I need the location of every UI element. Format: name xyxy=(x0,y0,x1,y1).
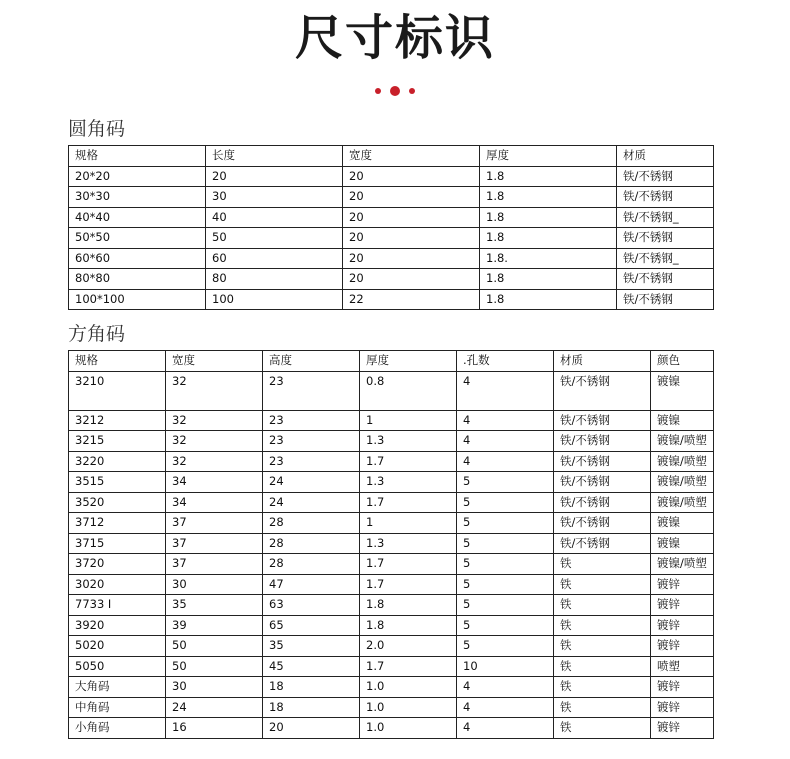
table-cell: 60*60 xyxy=(69,248,206,269)
table-cell: 100 xyxy=(206,289,343,310)
table-cell: 30*30 xyxy=(69,187,206,208)
table-cell: 0.8 xyxy=(360,371,457,410)
header-cell: 规格 xyxy=(69,351,166,372)
table-cell: 32 xyxy=(166,431,263,452)
table-cell: 10 xyxy=(457,656,554,677)
table-cell: 1.8 xyxy=(360,595,457,616)
table-cell: 50 xyxy=(166,656,263,677)
table-cell: 1.8 xyxy=(480,228,617,249)
table-cell: 100*100 xyxy=(69,289,206,310)
table-cell: 铁/不锈钢 xyxy=(554,492,651,513)
table-cell: 28 xyxy=(263,554,360,575)
table-cell: 3210 xyxy=(69,371,166,410)
table-cell: 3212 xyxy=(69,410,166,431)
table-cell: 铁 xyxy=(554,677,651,698)
table-cell: 铁 xyxy=(554,697,651,718)
table-right-crop xyxy=(714,340,790,759)
header-cell: 厚度 xyxy=(360,351,457,372)
table-row xyxy=(69,207,714,228)
table-header-row xyxy=(69,146,714,167)
table-cell: 4 xyxy=(457,697,554,718)
table-cell: 3515 xyxy=(69,472,166,493)
table-row xyxy=(69,636,714,657)
table-row xyxy=(69,615,714,636)
table-cell: 铁 xyxy=(554,574,651,595)
table-cell: 28 xyxy=(263,513,360,534)
table-cell: 镀镍/喷塑 xyxy=(651,492,714,513)
round-table-body xyxy=(69,146,714,310)
table-cell: 铁/不锈钢 xyxy=(617,228,714,249)
table-cell: 3920 xyxy=(69,615,166,636)
table-cell: 47 xyxy=(263,574,360,595)
table-cell: 1 xyxy=(360,513,457,534)
table-row xyxy=(69,718,714,739)
table-cell: 铁/不锈钢 xyxy=(554,472,651,493)
round-section-heading: 圆角码 xyxy=(68,118,126,140)
header-cell: 材质 xyxy=(617,146,714,167)
table-cell: 铁/不锈钢_ xyxy=(617,248,714,269)
table-row xyxy=(69,371,714,410)
table-cell: 铁/不锈钢 xyxy=(554,513,651,534)
table-cell: 1.8 xyxy=(480,207,617,228)
table-cell: 5 xyxy=(457,574,554,595)
table-row xyxy=(69,431,714,452)
table-cell: 铁 xyxy=(554,636,651,657)
table-cell: 镀镍 xyxy=(651,371,714,410)
table-cell: 1.8 xyxy=(480,269,617,290)
table-cell: 80*80 xyxy=(69,269,206,290)
table-cell: 镀锌 xyxy=(651,636,714,657)
table-cell: 20 xyxy=(343,228,480,249)
table-cell: 34 xyxy=(166,492,263,513)
square-corner-table xyxy=(68,350,714,739)
table-cell: 20 xyxy=(263,718,360,739)
table-cell: 5 xyxy=(457,595,554,616)
table-cell: 镀锌 xyxy=(651,697,714,718)
table-row xyxy=(69,410,714,431)
page-title: 尺寸标识 xyxy=(294,10,495,66)
table-cell: 铁/不锈钢 xyxy=(554,451,651,472)
table-cell: 3220 xyxy=(69,451,166,472)
table-cell: 镀镍/喷塑 xyxy=(651,451,714,472)
table-row xyxy=(69,451,714,472)
table-cell: 铁/不锈钢 xyxy=(554,533,651,554)
table-cell: 1.0 xyxy=(360,697,457,718)
table-cell: 39 xyxy=(166,615,263,636)
table-row xyxy=(69,574,714,595)
table-cell: 1.8 xyxy=(360,615,457,636)
table-cell: 镀镍/喷塑 xyxy=(651,554,714,575)
table-cell: 5020 xyxy=(69,636,166,657)
table-cell: 铁 xyxy=(554,615,651,636)
table-cell: 3215 xyxy=(69,431,166,452)
table-cell: 镀锌 xyxy=(651,718,714,739)
table-cell: 23 xyxy=(263,371,360,410)
table-cell: 3520 xyxy=(69,492,166,513)
table-cell: 35 xyxy=(263,636,360,657)
table-cell: 1.3 xyxy=(360,533,457,554)
table-cell: 50*50 xyxy=(69,228,206,249)
table-cell: 18 xyxy=(263,697,360,718)
table-cell: 4 xyxy=(457,718,554,739)
table-cell: 4 xyxy=(457,677,554,698)
table-cell: 铁 xyxy=(554,656,651,677)
table-cell: 20 xyxy=(206,166,343,187)
table-cell: 20 xyxy=(343,207,480,228)
table-cell: 1.7 xyxy=(360,656,457,677)
table-cell: 铁/不锈钢_ xyxy=(617,207,714,228)
table-cell: 铁/不锈钢 xyxy=(554,371,651,410)
table-cell: 镀镍 xyxy=(651,533,714,554)
table-cell: 4 xyxy=(457,451,554,472)
table-cell: 20 xyxy=(343,248,480,269)
table-row xyxy=(69,533,714,554)
table-cell: 1.7 xyxy=(360,574,457,595)
table-cell: 16 xyxy=(166,718,263,739)
table-cell: 35 xyxy=(166,595,263,616)
table-cell: 30 xyxy=(166,677,263,698)
table-cell: 45 xyxy=(263,656,360,677)
table-cell: 镀镍/喷塑 xyxy=(651,472,714,493)
table-cell: 镀镍/喷塑 xyxy=(651,431,714,452)
table-cell: 3715 xyxy=(69,533,166,554)
table-cell: 1.8 xyxy=(480,187,617,208)
table-cell: 1.3 xyxy=(360,431,457,452)
table-cell: 1.8 xyxy=(480,289,617,310)
table-row xyxy=(69,472,714,493)
table-cell: 镀锌 xyxy=(651,677,714,698)
table-cell: 24 xyxy=(263,492,360,513)
table-row xyxy=(69,187,714,208)
table-cell: 20 xyxy=(343,269,480,290)
table-cell: 1.8 xyxy=(480,166,617,187)
table-cell: 24 xyxy=(166,697,263,718)
table-cell: 37 xyxy=(166,533,263,554)
table-row xyxy=(69,554,714,575)
table-cell: 30 xyxy=(206,187,343,208)
table-cell: 4 xyxy=(457,431,554,452)
table-cell: 28 xyxy=(263,533,360,554)
table-cell: 铁/不锈钢 xyxy=(617,289,714,310)
table-cell: 铁/不锈钢 xyxy=(617,269,714,290)
table-cell: 铁/不锈钢 xyxy=(554,431,651,452)
table-header-row xyxy=(69,351,714,372)
table-cell: 3720 xyxy=(69,554,166,575)
table-cell: 5 xyxy=(457,554,554,575)
table-row xyxy=(69,677,714,698)
table-cell: 40 xyxy=(206,207,343,228)
table-cell: 2.0 xyxy=(360,636,457,657)
table-cell: 1.8. xyxy=(480,248,617,269)
table-cell: 50 xyxy=(206,228,343,249)
dot-small-right xyxy=(409,88,415,94)
table-cell: 1.7 xyxy=(360,554,457,575)
table-cell: 37 xyxy=(166,554,263,575)
table-cell: 5 xyxy=(457,492,554,513)
table-cell: 铁 xyxy=(554,554,651,575)
header-cell: 宽度 xyxy=(343,146,480,167)
square-section-heading: 方角码 xyxy=(68,323,126,345)
table-cell: 18 xyxy=(263,677,360,698)
table-cell: 镀锌 xyxy=(651,595,714,616)
table-cell: 5 xyxy=(457,615,554,636)
table-cell: 中角码 xyxy=(69,697,166,718)
table-cell: 3020 xyxy=(69,574,166,595)
table-cell: 7733 I xyxy=(69,595,166,616)
table-cell: 4 xyxy=(457,410,554,431)
table-row xyxy=(69,656,714,677)
header-cell: 厚度 xyxy=(480,146,617,167)
table-cell: 65 xyxy=(263,615,360,636)
table-cell: 1.3 xyxy=(360,472,457,493)
table-cell: 60 xyxy=(206,248,343,269)
header-cell: 材质 xyxy=(554,351,651,372)
table-cell: 喷塑 xyxy=(651,656,714,677)
table-cell: 32 xyxy=(166,451,263,472)
table-cell: 1.0 xyxy=(360,718,457,739)
table-cell: 1.7 xyxy=(360,451,457,472)
table-cell: 32 xyxy=(166,410,263,431)
table-row xyxy=(69,248,714,269)
table-cell: 5 xyxy=(457,636,554,657)
header-cell: 宽度 xyxy=(166,351,263,372)
table-cell: 50 xyxy=(166,636,263,657)
dot-large-center xyxy=(390,86,400,96)
table-cell: 23 xyxy=(263,431,360,452)
table-cell: 20*20 xyxy=(69,166,206,187)
table-cell: 1.7 xyxy=(360,492,457,513)
table-row xyxy=(69,228,714,249)
table-row xyxy=(69,513,714,534)
header-cell: 规格 xyxy=(69,146,206,167)
table-cell: 23 xyxy=(263,410,360,431)
header-cell: 颜色 xyxy=(651,351,714,372)
header-cell: 长度 xyxy=(206,146,343,167)
table-cell: 80 xyxy=(206,269,343,290)
decorative-dots xyxy=(375,86,417,96)
table-cell: 40*40 xyxy=(69,207,206,228)
table-cell: 镀镍 xyxy=(651,513,714,534)
table-cell: 镀锌 xyxy=(651,615,714,636)
table-cell: 铁/不锈钢 xyxy=(617,187,714,208)
table-cell: 24 xyxy=(263,472,360,493)
table-cell: 34 xyxy=(166,472,263,493)
table-cell: 22 xyxy=(343,289,480,310)
table-cell: 铁/不锈钢 xyxy=(617,166,714,187)
dot-small-left xyxy=(375,88,381,94)
header-cell: 高度 xyxy=(263,351,360,372)
table-row xyxy=(69,269,714,290)
table-cell: 23 xyxy=(263,451,360,472)
table-cell: 镀镍 xyxy=(651,410,714,431)
table-cell: 4 xyxy=(457,371,554,410)
table-cell: 铁/不锈钢 xyxy=(554,410,651,431)
table-cell: 37 xyxy=(166,513,263,534)
table-cell: 铁 xyxy=(554,718,651,739)
table-row xyxy=(69,595,714,616)
table-row xyxy=(69,697,714,718)
table-cell: 5 xyxy=(457,533,554,554)
table-cell: 30 xyxy=(166,574,263,595)
table-cell: 铁 xyxy=(554,595,651,616)
round-corner-table xyxy=(68,145,714,310)
table-cell: 32 xyxy=(166,371,263,410)
table-cell: 20 xyxy=(343,187,480,208)
table-cell: 5050 xyxy=(69,656,166,677)
table-cell: 5 xyxy=(457,513,554,534)
table-cell: 镀锌 xyxy=(651,574,714,595)
table-cell: 3712 xyxy=(69,513,166,534)
table-row xyxy=(69,166,714,187)
table-cell: 20 xyxy=(343,166,480,187)
table-cell: 大角码 xyxy=(69,677,166,698)
table-row xyxy=(69,289,714,310)
table-cell: 1 xyxy=(360,410,457,431)
table-row xyxy=(69,492,714,513)
table-cell: 63 xyxy=(263,595,360,616)
header-cell: .孔数 xyxy=(457,351,554,372)
table-cell: 5 xyxy=(457,472,554,493)
table-cell: 1.0 xyxy=(360,677,457,698)
square-table-body xyxy=(69,351,714,739)
table-cell: 小角码 xyxy=(69,718,166,739)
